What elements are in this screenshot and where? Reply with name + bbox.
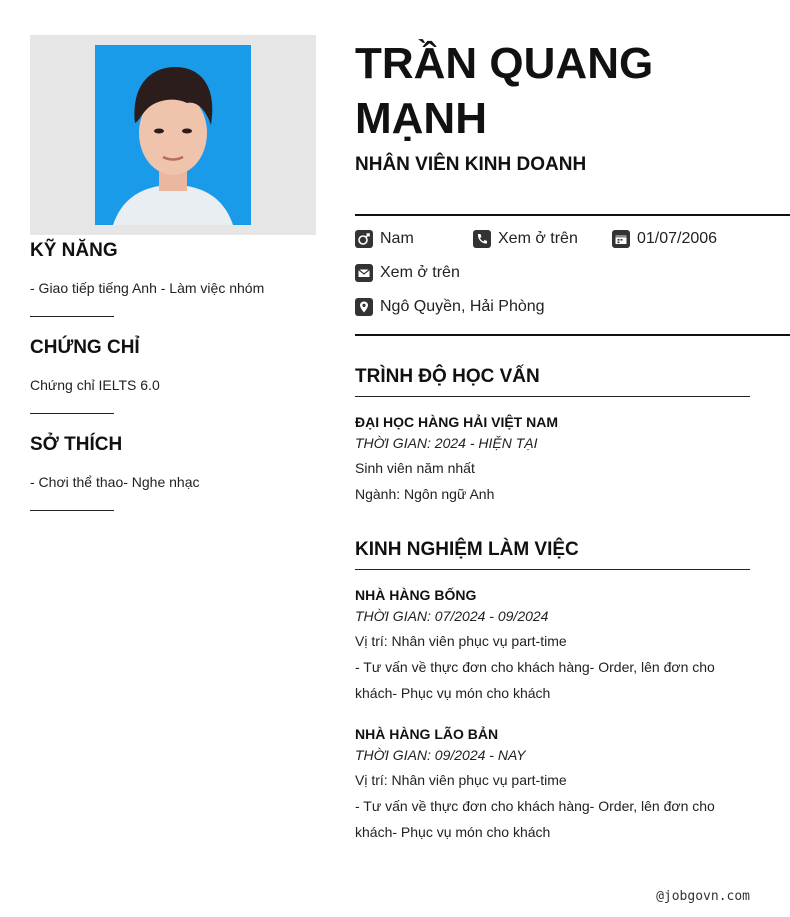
school-name: ĐẠI HỌC HÀNG HẢI VIỆT NAM [355, 414, 558, 430]
address-text: Ngô Quyền, Hải Phòng [380, 298, 545, 315]
hobbies-section [30, 434, 316, 531]
skills-section [30, 240, 316, 337]
education-time: THỜI GIAN: 2024 - HIỆN TẠI [355, 435, 538, 451]
education-line: Sinh viên năm nhất [355, 460, 475, 476]
education-divider [355, 396, 750, 397]
certificates-title: CHỨNG CHỈ [30, 337, 140, 358]
experience-line: Vị trí: Nhân viên phục vụ part-time [355, 772, 567, 788]
certificates-section [30, 337, 316, 434]
calendar-icon [612, 230, 630, 248]
experience-line: - Tư vấn về thực đơn cho khách hàng- Order, lên đơn cho khách- Phục vụ món cho khách [355, 798, 715, 840]
left-column [30, 240, 316, 531]
email-text: Xem ở trên [380, 264, 460, 281]
job-title: NHÂN VIÊN KINH DOANH [355, 154, 587, 175]
gender-icon [355, 230, 373, 248]
location-icon [355, 298, 373, 316]
watermark: @jobgovn.com [656, 889, 750, 904]
skills-title: KỸ NĂNG [30, 240, 118, 261]
address-info [355, 298, 545, 316]
contact-row-2 [355, 264, 460, 282]
gender-text: Nam [380, 230, 414, 247]
divider [30, 316, 114, 317]
certificates-text: Chứng chỉ IELTS 6.0 [30, 377, 160, 393]
birthdate-text: 01/07/2006 [637, 230, 718, 247]
experience-line: Vị trí: Nhân viên phục vụ part-time [355, 633, 567, 649]
divider-bottom [355, 334, 790, 336]
phone-text: Xem ở trên [498, 230, 578, 247]
email-info [355, 264, 460, 282]
experience-line: - Tư vấn về thực đơn cho khách hàng- Order, lên đơn cho khách- Phục vụ món cho khách [355, 659, 715, 701]
company-name: NHÀ HÀNG BỐNG [355, 587, 477, 603]
education-title: TRÌNH ĐỘ HỌC VẤN [355, 366, 540, 387]
experience-time: THỜI GIAN: 07/2024 - 09/2024 [355, 608, 549, 624]
divider-top [355, 214, 790, 216]
hobbies-title: SỞ THÍCH [30, 434, 123, 455]
candidate-name: TRẦN QUANG MẠNH [355, 39, 654, 143]
education-entry [355, 414, 755, 507]
profile-photo [95, 45, 251, 225]
hobbies-text: - Chơi thể thao- Nghe nhạc [30, 474, 200, 490]
experience-title: KINH NGHIỆM LÀM VIỆC [355, 539, 579, 560]
skills-text: - Giao tiếp tiếng Anh - Làm việc nhóm [30, 280, 265, 296]
email-icon [355, 264, 373, 282]
gender-info [355, 230, 473, 248]
experience-entry [355, 587, 755, 706]
experience-divider [355, 569, 750, 570]
photo-frame [30, 35, 316, 235]
divider [30, 510, 114, 511]
experience-entry [355, 726, 755, 845]
education-line: Ngành: Ngôn ngữ Anh [355, 486, 495, 502]
company-name: NHÀ HÀNG LÃO BẢN [355, 726, 499, 742]
phone-icon [473, 230, 491, 248]
phone-info [473, 230, 612, 248]
divider [30, 413, 114, 414]
contact-row-1 [355, 230, 717, 248]
contact-row-3 [355, 298, 545, 316]
birthdate-info [612, 230, 717, 248]
experience-time: THỜI GIAN: 09/2024 - NAY [355, 747, 526, 763]
